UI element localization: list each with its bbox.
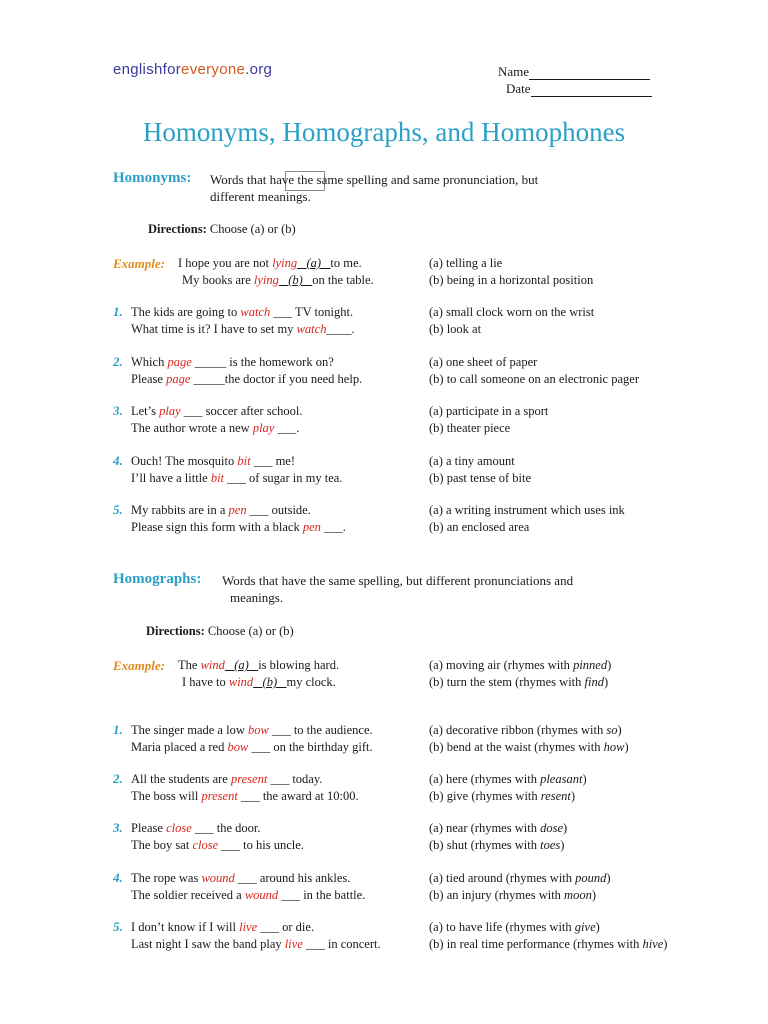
item-option-b: (b) an enclosed area (429, 520, 530, 535)
item-option-a: (a) a writing instrument which uses ink (429, 503, 625, 518)
item-option-a: (a) near (rhymes with dose) (429, 821, 568, 836)
target-word: watch (296, 322, 327, 336)
item-sentence-2: Please sign this form with a black pen ___. (131, 520, 346, 535)
target-word: pen (228, 503, 247, 518)
target-word: live (284, 936, 303, 951)
target-word: page (167, 354, 192, 369)
item-sentence-1: Which page _____ is the homework on? (131, 354, 334, 369)
item-option-a: (a) one sheet of paper (429, 354, 538, 369)
item-option-a: (a) a tiny amount (429, 453, 515, 468)
item-option-a: (a) to have life (rhymes with give) (429, 919, 600, 934)
directions-text: Choose (a) or (b) (209, 222, 296, 236)
item-option-a: (a) decorative ribbon (rhymes with so) (429, 723, 622, 737)
item-sentence-1: Let’s play ___ soccer after school. (131, 404, 303, 419)
name-label: Name (498, 64, 530, 79)
item-sentence-2: The boss will present ___ the award at 10:00. (131, 789, 359, 804)
item-option-b: (b) give (rhymes with resent) (429, 789, 576, 804)
homographs-definition-line2: meanings. (230, 590, 284, 605)
homonyms-definition-line1: Words that have the same spelling and same pronunciation, but (210, 172, 539, 187)
homonyms-heading: Homonyms: (113, 170, 192, 186)
target-word: present (230, 772, 268, 787)
item-option-b: (b) look at (429, 322, 482, 336)
item-sentence-1: The rope was wound ___ around his ankles. (131, 870, 351, 885)
target-word: close (166, 821, 192, 836)
homographs-definition (222, 572, 573, 606)
homographs-example-option-b: (b) turn the stem (rhymes with find) (429, 675, 609, 689)
item-sentence-2: Please page _____the doctor if you need help. (131, 371, 363, 386)
item-option-a: (a) small clock worn on the wrist (429, 305, 595, 319)
item-option-b: (b) theater piece (429, 421, 511, 436)
target-word: play (252, 421, 275, 436)
target-word: bit (237, 453, 251, 468)
item-option-b: (b) to call someone on an electronic pager (429, 371, 639, 386)
item-sentence-2: The author wrote a new play ___. (131, 421, 300, 436)
target-word: watch (240, 305, 271, 319)
item-option-b: (b) bend at the waist (rhymes with how) (429, 740, 629, 754)
target-word: play (159, 404, 181, 419)
item-sentence-2: Last night I saw the band play live ___ in concert. (131, 936, 381, 951)
date-field[interactable] (506, 81, 652, 97)
item-option-a: (a) tied around (rhymes with pound) (429, 870, 611, 885)
homonyms-definition-line2: different meanings. (210, 189, 311, 204)
item-sentence-2: The soldier received a wound ___ in the battle. (131, 887, 366, 902)
item-sentence-1: Please close ___ the door. (131, 821, 261, 836)
item-option-a: (a) here (rhymes with pleasant) (429, 772, 587, 787)
item-number: 5. (113, 502, 123, 518)
item-number: 1. (113, 304, 123, 319)
homonyms-example-option-a: (a) telling a lie (429, 256, 503, 270)
homonyms-example-option-b: (b) being in a horizontal position (429, 273, 594, 287)
target-word: bow (227, 740, 249, 754)
homographs-example-line1: The wind _(a)_ is blowing hard. (178, 658, 340, 672)
directions-text: Choose (a) or (b) (207, 624, 294, 638)
date-label: Date (506, 81, 531, 96)
item-option-b: (b) shut (rhymes with toes) (429, 838, 565, 853)
item-sentence-2: What time is it? I have to set my watch____. (131, 322, 355, 336)
item-number: 4. (113, 869, 123, 885)
item-number: 1. (113, 722, 123, 737)
homographs-directions (146, 624, 294, 639)
homographs-definition-line1: Words that have the same spelling, but different pronunciations and (222, 573, 574, 588)
item-option-b: (b) past tense of bite (429, 470, 532, 485)
target-word: page (166, 371, 191, 386)
item-number: 3. (113, 820, 123, 836)
target-word: bow (247, 723, 269, 737)
item-sentence-2: I’ll have a little bit ___ of sugar in my tea. (131, 470, 343, 485)
item-number: 4. (113, 452, 123, 468)
homonyms-definition (210, 171, 538, 205)
item-number: 5. (113, 918, 123, 934)
homonyms-directions (148, 222, 296, 237)
item-sentence-1: My rabbits are in a pen ___ outside. (131, 503, 311, 518)
item-sentence-2: The boy sat close ___ to his uncle. (131, 838, 304, 853)
item-option-b: (b) an injury (rhymes with moon) (429, 887, 596, 902)
item-sentence-1: I don’t know if I will live ___ or die. (131, 919, 315, 934)
item-number: 2. (113, 353, 123, 369)
item-sentence-1: The kids are going to watch ___ TV tonight. (131, 305, 354, 319)
homographs-example-line2: I have to wind _(b)_ my clock. (182, 675, 336, 689)
homonyms-example-line1: I hope you are not lying _(a)_ to me. (178, 256, 362, 270)
target-word: wound (201, 870, 235, 885)
target-word: live (239, 919, 258, 934)
item-option-b: (b) in real time performance (rhymes with hive) (429, 936, 668, 951)
date-line (531, 84, 652, 97)
item-number: 3. (113, 403, 123, 419)
homographs-heading: Homographs: (113, 571, 202, 587)
site-logo: englishforeveryone.org (113, 61, 273, 78)
target-word: close (192, 838, 219, 853)
item-sentence-2: Maria placed a red bow ___ on the birthday gift. (131, 740, 373, 754)
name-line (529, 67, 650, 80)
item-sentence-1: The singer made a low bow ___ to the audience. (131, 723, 373, 737)
item-option-a: (a) participate in a sport (429, 404, 549, 419)
homographs-example-option-a: (a) moving air (rhymes with pinned) (429, 658, 612, 672)
page-title: Homonyms, Homographs, and Homophones (142, 117, 626, 147)
target-word: wound (244, 887, 279, 902)
name-field[interactable] (498, 64, 650, 80)
homonyms-example-label: Example: (113, 256, 165, 271)
item-sentence-1: All the students are present ___ today. (131, 772, 323, 787)
directions-label: Directions: (148, 222, 207, 236)
homographs-example-label: Example: (113, 658, 165, 673)
item-number: 2. (113, 771, 123, 787)
target-word: pen (302, 520, 321, 535)
target-word: present (201, 789, 238, 804)
directions-label: Directions: (146, 624, 205, 638)
homonyms-example-line2: My books are lying _(b)_ on the table. (182, 273, 374, 287)
target-word: bit (210, 470, 225, 485)
item-sentence-1: Ouch! The mosquito bit ___ me! (131, 453, 295, 468)
